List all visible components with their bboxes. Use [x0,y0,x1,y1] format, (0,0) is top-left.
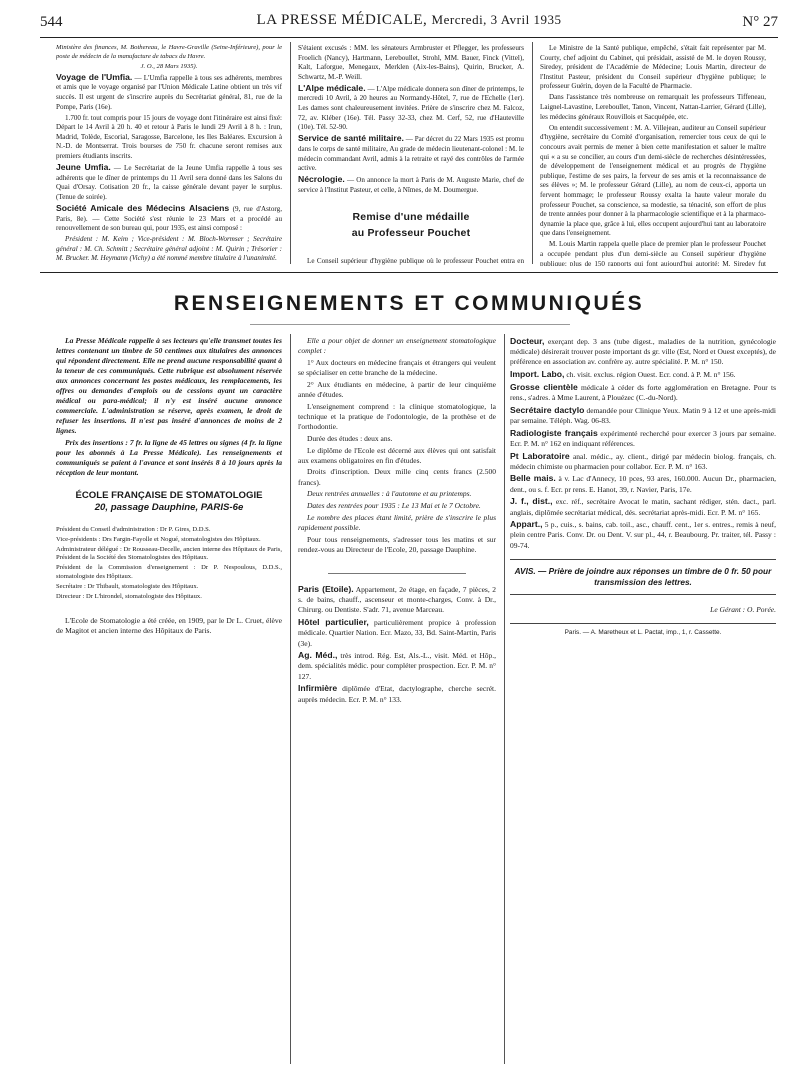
ecole-objective: Elle a pour objet de donner un enseignement stomatologique complet : [298,336,496,356]
classified-title: Appart., [510,519,543,530]
jeune-umfia-text: — Le Secrétariat de la Jeune Umfia rappelle à tous ses adhérents que le dîner de printemps du 11 Avril sera donné dans les Salons du Quai d'Orsay. Cotisation 20 fr., la caisse générale devant payer le surplus. (Tenue de soirée). [56,164,282,201]
section-title-ornament [250,324,570,325]
necrologie-text: — On annonce la mort à Paris de M. Auguste Marie, chef de service à l'Institut Pasteur, et celle, à Nîmes, de M. Doumergue. [298,176,524,194]
gerant-line: Le Gérant : O. Porée. [710,604,776,614]
editorial-notice: La Presse Médicale rappelle à ses lecteurs qu'elle transmet toutes les lettres contenant un timbre de 50 centimes aux titulaires des annonces qui répondent directement. Elle ne prend aucune responsabilité quant à la teneur de ces communiqués. Cette rubrique est absolument réservée aux annonces concernant les postes médicaux, les remplacements, les offres ou demandes d'emplois ou de cessions ayant un caractère médical ou para-médical; il n'y est inséré aucune annonce commerciale. L'administration se réserve, après examen, le droit de refuser les insertions. Il n'est pas inséré d'annonces de moins de 2 lignes. [56,336,282,435]
classified-title: Ag. Méd., [298,650,338,661]
ecole-audience-2: 2° Aux étudiants en médecine, à partir de leur cinquième année d'études. [298,379,496,400]
classified-title: Docteur, [510,336,545,346]
nomination-source: J. O., 28 Mars 1935). [140,62,198,70]
societe-amicale-text: (9, rue d'Astorg, Paris, 8e). — Cette Société s'est réunie le 23 Mars et a procédé au renouvellement de son bureau qui, pour 1935, est ainsi composé : [56,205,282,233]
ecole-fees: Droits d'inscription. Deux mille cinq cents francs (2.500 francs). [298,467,496,487]
classified-text: exc. réf., secrétaire Avocat le matin, sachant rédiger, stén. dact., parl. anglais, diplômée secrétariat médical, dés. secrétariat après-midi. Ecr. P. M. n° 165. [510,497,776,517]
necrologie-heading: Nécrologie. [298,174,345,185]
classified-text: Appartement, 2e étage, en façade, 7 pièces, 2 s. de bains, chauff., ascenseur et monte-charges, Conv. à Dr., Chirurg. ou Dentiste. S'adr. 71, avenue Marceau. [298,585,496,615]
sante-militaire-text: — Par décret du 22 Mars 1935 est promu dans le corps de santé militaire, Au grade de médecin lieutenant-colonel : M. le médecin commandant Avril, admis à la retraite et rayé des contrôles de l'armée active. [298,135,524,173]
ads-separator [328,559,466,574]
classified-title: Radiologiste français [510,427,598,438]
classified-title: Belle mais. [510,473,556,484]
excused-list: S'étaient excusés : MM. les sénateurs Armbruster et Pflegger, les professeurs Froelich (Nancy), Hartmann, Lereboullet, Strohl, MM. Bauer, Finck (Vittel), Kalt, Laforgue, Menegaux, Merklen (Aix-les-Bains), Quirin, Brucker, A. Schwartz, M.-P. Weill. [298,44,524,81]
ecole-contact: Pour tous renseignements, s'adresser tous les matins et sur rendez-vous au Directeur de l'Ecole, 20, passage Dauphine. [298,534,496,554]
classified-text: particulièrement propice à profession médicale. Quartier Nation. Ecr. Mazo, 33, Bd. Saint-Martin, Paris (3e). [298,618,496,648]
alpe-medicale-text: — L'Alpe médicale donnera son dîner de printemps, le mercredi 10 Avril, à 20 heures au Normandy-Hôtel, 7, rue de l'Echelle (1er). Les dames sont chaleureusement invitées. Prière de s'inscrire chez M. Falcoz, 72, av. Kléber (16e). Tél. Passy 32-33, chez M. Cerf, 52, rue d'Hauteville (10e). Tél. 52-90. [298,84,524,132]
issue-number: N° 27 [742,14,778,30]
bottom-column-2 [298,336,496,1066]
column-divider [290,42,291,264]
medal-title-line-2: au Professeur Pouchet [351,227,471,240]
page-header [40,10,778,36]
ecole-address: 20, passage Dauphine, PARIS-6e [94,501,244,513]
ecole-dates: Dates des rentrées pour 1935 : Le 13 Mai et le 7 Octobre. [307,501,481,511]
printer-imprint: Paris. — A. Maretheux et L. Pactat, imp., 1, r. Cassette. [564,629,722,637]
section-title: RENSEIGNEMENTS ET COMMUNIQUÉS [173,292,645,315]
ecole-audience-1: 1° Aux docteurs en médecine français et étrangers qui veulent se spécialiser en cette branche de la médecine. [298,357,496,378]
avis-rule [510,559,776,560]
medal-article-p3: On entendit successivement : M. A. Villejean, auditeur au Conseil supérieur d'hygiène, secrétaire du Comité d'organisation, remercier tous ceux de qui le concours avait permis de mener à bien cette manifestation et saluer le maître qui « a su se concilier, au cours d'un demi-siècle de recherches désintéressées, de développement de l'enseignement médical et au progrès de l'hygiène publique, l'estime de ses pairs, la ferveur de ses amis et la reconnaissance de ses élèves »; M. le professeur Gérard (Lille), au nom de ceux-ci, apporta un fervent hommage; le professeur Roussy exalta la haute valeur morale du professeur Pouchet, sa conscience, sa modestie, sa ténacité, son effort de plus de trente années pour donner à la pharmacologie scientifique et à la pharmaco-dynamie la place que, grâce à lui, elles occupent aujourd'hui tant au laboratoire que dans l'enseignement. [540,123,766,238]
sante-militaire-heading: Service de santé militaire. [298,133,404,144]
classified-text: anal. médic., ay. client., dirigé par médecin biolog. français, ch. médecin chimiste ou pharmacien pour collabor. Ecr. P. M. n° 163. [510,451,776,471]
avis-rule [510,594,776,595]
ecole-commission-president: Président de la Commission d'enseignement : Dr P. Nespoulous, D.D.S., stomatologiste des Hôpitaux. [56,564,282,580]
medal-title-line-1: Remise d'une médaille [352,211,470,224]
ecole-places-limited: Le nombre des places étant limité, prière de s'inscrire le plus rapidement possible. [298,512,496,532]
ecole-secretary: Secrétaire : Dr Thibault, stomatologiste des Hôpitaux. [56,583,199,591]
medal-article-p2: Dans l'assistance très nombreuse on remarquait les professeurs Tiffeneau, Laignel-Lavastine, Lereboullet, Tanon, Vincent, Nattan-Larrier, Gérard (Lille), les médecins généraux Rouvillois et Sacquépée, etc. [540,93,766,121]
classified-text: expérimenté recherché pour exercer 3 jours par semaine. Ecr. P. M. n° 162 en indiquant références. [510,428,776,448]
bureau-composition: Président : M. Keim ; Vice-président : M. Bloch-Wormser ; Secrétaire général : M. Ch. Schmitt ; Secrétaire général adjoint : M. Quirin ; Trésorier : M. Brucker. M. Heymann (Vichy) a été nommé membre titulaire à l'unanimité. [56,235,282,263]
top-column-3 [540,44,766,266]
ecole-heading [56,490,282,514]
journal-title-line [40,12,778,29]
classified-title: Secrétaire dactylo [510,404,585,415]
classified-title: J. f., dist., [510,496,553,507]
ecole-diploma: Le diplôme de l'Ecole est décerné aux élèves qui ont satisfait aux examens obligatoires en fin d'études. [298,445,496,465]
column-divider [504,334,505,1064]
classified-text: 5 p., cuis., s. bains, cab. toil., asc., chauff. cent., 1er s. entres., remis à neuf, plein centre Paris. Conv. Dr. ou Dent. V. sur pl., 44, r. Beaubourg. Pr. traiter, tél. Passy : 09-74. [510,520,776,550]
section-rule-top [40,272,778,273]
classified-text: à v. Lac d'Annecy, 10 pces, 93 ares, 160.000. Aucun Dr., pharmacien, dent., ou s. f. Ecr. pr rens. E. Hanot, 39, r. Navier, Paris, 17e. [510,474,776,494]
imprint-rule [510,623,776,624]
classified-text: exerçant dep. 3 ans (tube digest., maladies de la nutrition, gynécologie médicale) désirerait trouver poste important ds gr. ville (Est, Nord et Ouest exceptés), de préférence en association av. confrère ay. autre spécialité. P. M. n° 150. [510,337,776,367]
classified-text: médicale à céder ds forte agglomération en Bretagne. Pour ts rens., s'adres. à Mme Laurent, à Plouézec (C.-du-Nord). [510,382,776,403]
ecole-administrator: Administrateur délégué : Dr Rousseau-Decelle, ancien interne des Hôpitaux de Paris, Président de la Société des Stomatologistes des Hôpitaux. [56,545,282,562]
bottom-column-1 [56,336,282,1066]
classified-text: diplômée d'Etat, dactylographe, cherche secrét. auprès médecin. Ecr. P. M. n° 133. [298,684,496,704]
jeune-umfia-heading: Jeune Umfia. [56,162,111,173]
medal-article-text: Le Conseil supérieur d'hygiène publique où le professeur Pouchet entra en [307,257,524,266]
classified-text: ch. visit. exclus. région Ouest. Ecr. cond. à P. M. n° 156. [566,370,736,380]
medal-article-p4: M. Louis Martin rappela quelle place de premier plan le professeur Pouchet a occupée pendant plus d'un demi-siècle au Conseil supérieur d'hygiène publique: plus de 150 rapports qui font aujourd'hui autorité; M. Siredey fut [540,240,766,266]
top-column-2 [298,44,524,266]
bottom-column-3 [510,336,776,1066]
ecole-director: Directeur : Dr L'hirondel, stomatologiste des Hôpitaux. [56,593,202,601]
column-divider [532,42,533,264]
column-divider [290,334,291,1064]
voyage-umfia-itinerary: 1.700 fr. tout compris pour 15 jours de voyage dont l'itinéraire est ainsi fixé: Départ le 14 Avril à 20 h. 40 et retour à Paris le lundi 29 Avril à 8 h. : Irun, Madrid, Tolède, Escorial, Saragosse, Barcelone, les Iles Baléares. Excursion à N.-D. de Montserrat. Trois bourses de 750 fr. chacune seront remises aux premiers étudiants inscrits. [56,113,282,161]
classified-title: Grosse clientèle [510,381,578,392]
ecole-president: Président du Conseil d'administration : Dr P. Gires, D.D.S. [56,525,211,533]
header-rule [40,37,778,38]
classified-title: Paris (Etoile). [298,584,354,595]
issue-date: Mercredi, 3 Avril 1935 [431,12,562,27]
ecole-duration: Durée des études : deux ans. [307,433,393,443]
journal-title: LA PRESSE MÉDICALE, [256,12,428,28]
classified-title: Hôtel particulier, [298,617,369,628]
classified-title: Import. Labo, [510,369,565,380]
ecole-curriculum: L'enseignement comprend : la clinique stomatologique, la technique et la pratique de l'odontologie, de la prothèse et de l'orthodontie. [298,401,496,432]
nomination-text: Ministère des finances, M. Bothereau, le Havre-Graville (Seine-Inférieure), pour le poste de médecin de la manufacture de tabacs du Havre. [56,44,282,60]
ecole-name: ÉCOLE FRANÇAISE DE STOMATOLOGIE [75,489,263,501]
ecole-vice-presidents: Vice-présidents : Drs Fargin-Fayolle et Nogué, stomatologistes des Hôpitaux. [56,535,261,543]
ecole-history: L'Ecole de Stomatologie a été créée, en 1909, par le Dr L. Cruet, élève de Magitot et ancien interne des Hôpitaux de Paris. [56,615,282,635]
medal-article-p1: Le Ministre de la Santé publique, empêché, s'était fait représenter par M. Courty, chef adjoint du Cabinet, qui présidait, assisté de M. le doyen Roussy, Siredey, président de l'Académie de Médecine; Louis Martin, directeur de l'Institut Pasteur, président du Conseil supérieur d'hygiène publique; le professeur Guérin, doyen de la Faculté de Pharmacie. [540,44,766,91]
voyage-umfia-heading: Voyage de l'Umfia. [56,71,133,82]
top-column-1 [56,44,282,266]
classified-text: demandée pour Clinique Yeux. Matin 9 à 12 et une après-midi par semaine. Téléph. Wag. 06-83. [510,405,776,425]
voyage-umfia-text: — L'Umfia rappelle à tous ses adhérents, membres et amis que le voyage organisé par l'Union Médicale Latine obtient un très vif succès. Il est urgent de s'inscrire auprès du Secrétariat général, 81, rue de la Pompe, Paris (16e). [56,73,282,111]
classified-title: Infirmière [298,683,338,694]
insertion-prices: Prix des insertions : 7 fr. la ligne de 45 lettres ou signes (4 fr. la ligne pour les abonnés à La Presse Médicale). Les renseignements et communiqués se paient à l'avance et sont insérés 8 à 10 jours après la réception de leur montant. [56,437,282,477]
avis-notice: AVIS. — Prière de joindre aux réponses un timbre de 0 fr. 50 pour transmission des lettres. [514,565,772,587]
classified-text: très introd. Rég. Est, Als.-L., visit. Méd. et Hôp., dem. spécialités médic. pour compléter prospection. Ecr. P. M. n° 127. [298,651,496,681]
medal-article-title [298,209,524,241]
societe-amicale-heading: Société Amicale des Médecins Alsaciens [56,203,230,213]
ecole-intakes: Deux rentrées annuelles : à l'automne et au printemps. [307,489,472,499]
page-number: 544 [40,14,63,30]
classified-title: Pt Laboratoire [510,450,570,461]
alpe-medicale-heading: L'Alpe médicale. [298,82,366,93]
